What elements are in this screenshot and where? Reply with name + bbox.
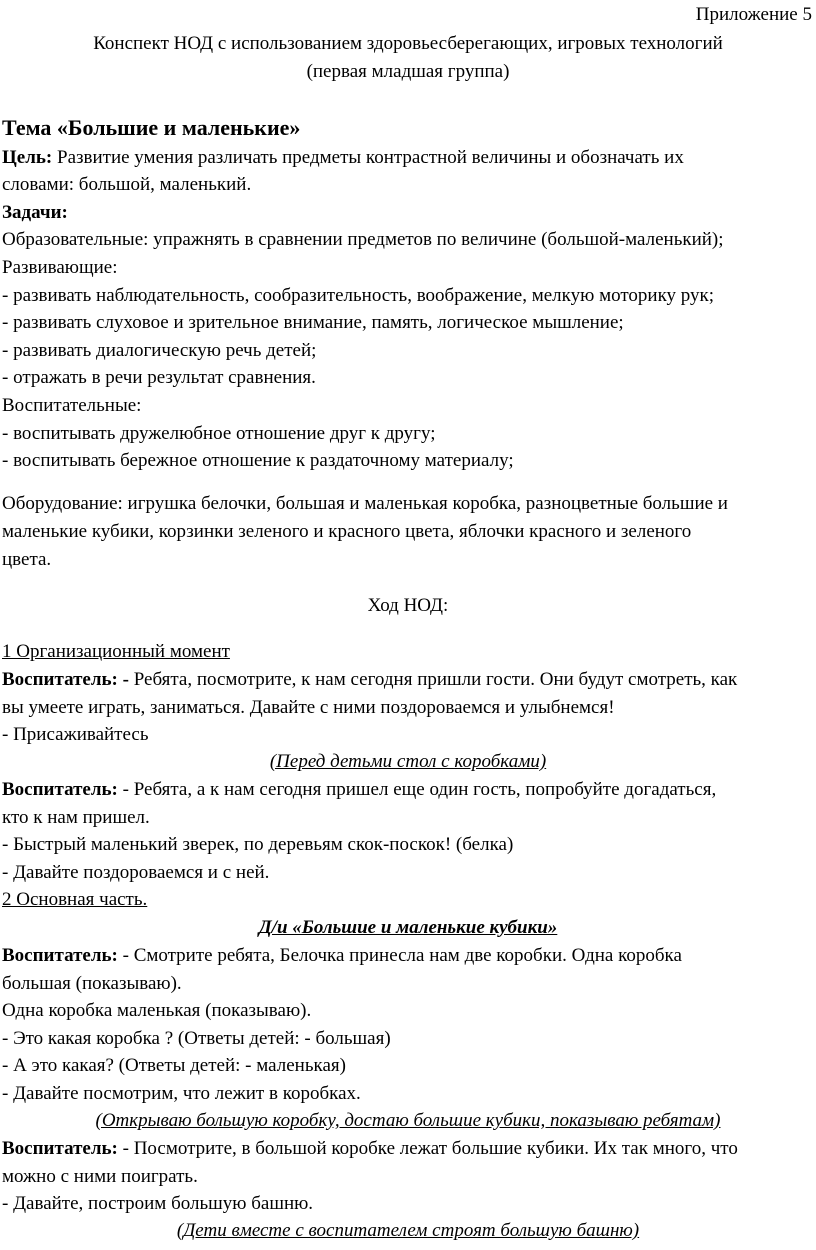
teacher2-line-2: кто к нам пришел.	[2, 807, 150, 828]
appendix-label: Приложение 5	[695, 4, 812, 25]
section2-heading-text: 2 Основная часть.	[2, 889, 148, 910]
stage-note-2-text: (Открываю большую коробку, достаю большие кубики, показываю ребятам)	[95, 1110, 721, 1131]
tasks-label: Задачи:	[2, 202, 68, 223]
course-heading: Ход НОД:	[367, 595, 449, 616]
teacher2-line-1	[2, 777, 812, 803]
small-box-line: Одна коробка маленькая (показываю).	[2, 1000, 312, 1021]
goal-text: Развитие умения различать предметы контрастной величины и обозначать их	[52, 147, 684, 168]
teacher4-line-2: можно с ними поиграть.	[2, 1166, 198, 1187]
teacher1-line-2: вы умеете играть, заниматься. Давайте с ними поздороваемся и улыбнемся!	[2, 697, 615, 718]
task-line: Образовательные: упражнять в сравнении предметов по величине (большой-маленький);	[2, 229, 724, 250]
document-title: Конспект НОД с использованием здоровьесберегающих, игровых технологий	[93, 33, 723, 54]
section2-heading	[2, 887, 812, 913]
teacher3-text: - Смотрите ребята, Белочка принесла нам две коробки. Одна коробка	[117, 945, 682, 966]
equipment-line-1: Оборудование: игрушка белочки, большая и маленькая коробка, разноцветные большие и	[2, 493, 728, 514]
riddle-line: - Быстрый маленький зверек, по деревьям скок-поскок! (белка)	[2, 834, 514, 855]
equipment-line-3: цвета.	[2, 549, 52, 570]
greet-line: - Давайте поздороваемся и с ней.	[2, 862, 270, 883]
teacher-label: Воспитатель: -	[2, 669, 129, 690]
game-title	[0, 915, 816, 941]
equipment-line-2: маленькие кубики, корзинки зеленого и красного цвета, яблочки красного и зеленого	[2, 521, 692, 542]
task-line: - развивать слуховое и зрительное внимание, память, логическое мышление;	[2, 312, 624, 333]
teacher4-line-1	[2, 1136, 812, 1162]
task-line: - отражать в речи результат сравнения.	[2, 367, 316, 388]
stage-note-3-text: (Дети вместе с воспитателем строят большую башню)	[176, 1220, 640, 1241]
teacher3-line-1	[2, 943, 812, 969]
teacher1-line-1	[2, 667, 812, 693]
teacher3-line-2: большая (показываю).	[2, 973, 182, 994]
teacher1-text: Ребята, посмотрите, к нам сегодня пришли гости. Они будут смотреть, как	[128, 669, 738, 690]
game-title-text: Д/и «Большие и маленькие кубики»	[258, 917, 558, 938]
look-line: - Давайте посмотрим, что лежит в коробках.	[2, 1083, 361, 1104]
goal-label: Цель:	[2, 147, 53, 168]
question-1: - Это какая коробка ? (Ответы детей: - большая)	[2, 1028, 391, 1049]
stage-note-3	[0, 1218, 816, 1244]
topic-heading: Тема «Большие и маленькие»	[2, 115, 301, 140]
task-line: - воспитывать бережное отношение к раздаточному материалу;	[2, 450, 514, 471]
stage-note-2	[0, 1108, 816, 1134]
task-line: - развивать наблюдательность, сообразительность, воображение, мелкую моторику рук;	[2, 285, 715, 306]
task-line: - воспитывать дружелюбное отношение друг к другу;	[2, 423, 436, 444]
stage-note-1-text: (Перед детьми стол с коробками)	[269, 751, 547, 772]
teacher4-text: - Посмотрите, в большой коробке лежат большие кубики. Их так много, что	[117, 1138, 738, 1159]
section1-heading-text: 1 Организационный момент	[2, 641, 230, 662]
tasks-heading	[2, 200, 812, 226]
goal-line-1	[2, 145, 812, 171]
question-2: - А это какая? (Ответы детей: - маленькая)	[2, 1055, 346, 1076]
task-line: - развивать диалогическую речь детей;	[2, 340, 317, 361]
teacher-label: Воспитатель:	[2, 779, 118, 800]
section1-heading	[2, 639, 812, 665]
task-line: Воспитательные:	[2, 395, 142, 416]
teacher-label: Воспитатель:	[2, 1138, 118, 1159]
teacher2-text: - Ребята, а к нам сегодня пришел еще один гость, попробуйте догадаться,	[117, 779, 717, 800]
stage-note-1	[0, 749, 816, 775]
goal-line-2: словами: большой, маленький.	[2, 174, 252, 195]
task-line: Развивающие:	[2, 257, 118, 278]
teacher-label: Воспитатель:	[2, 945, 118, 966]
sit-line: - Присаживайтесь	[2, 724, 149, 745]
tower-line: - Давайте, построим большую башню.	[2, 1193, 314, 1214]
document-subtitle: (первая младшая группа)	[306, 61, 510, 82]
